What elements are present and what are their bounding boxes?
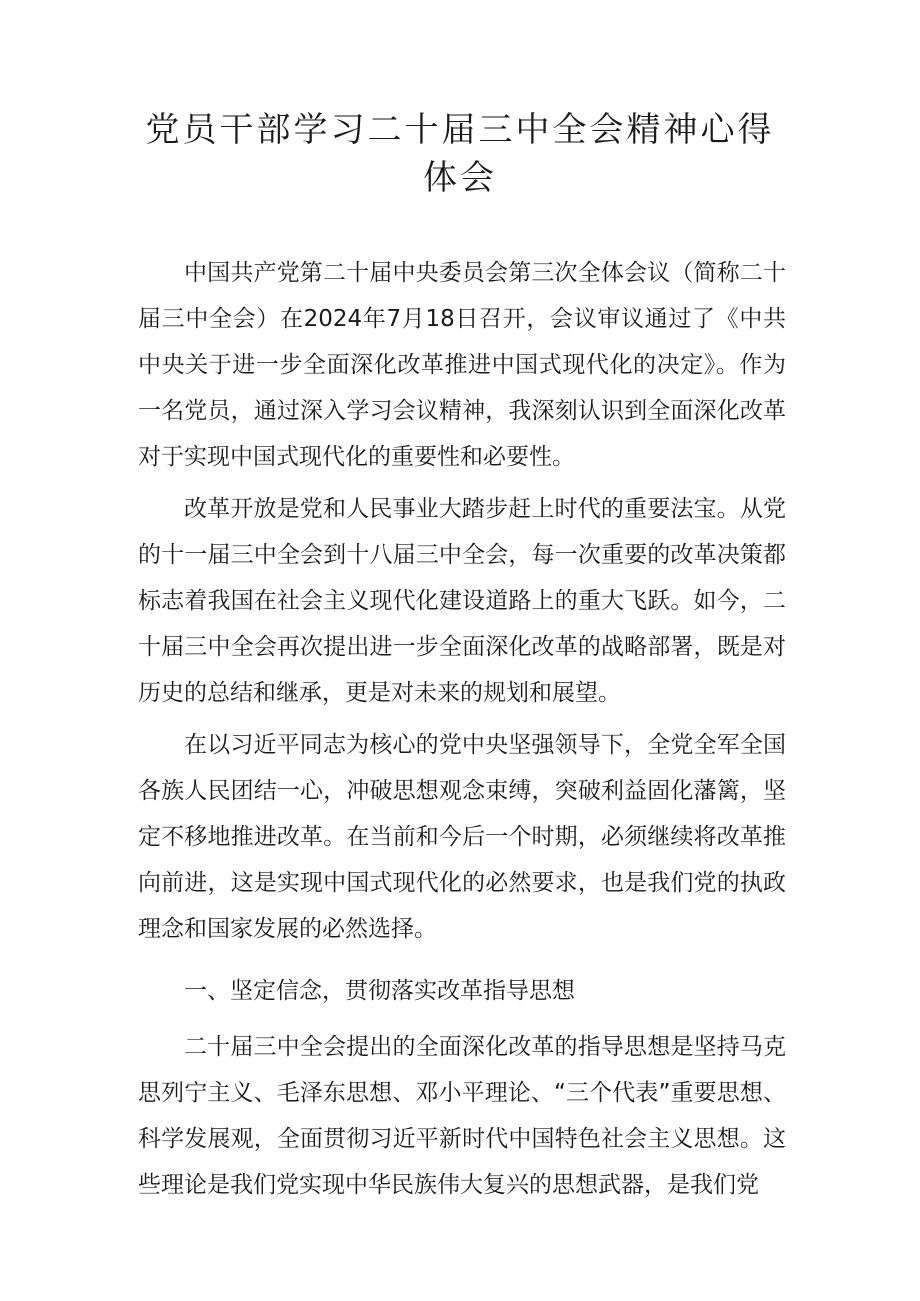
paragraph-guiding-thought: 二十届三中全会提出的全面深化改革的指导思想是坚持马克思列宁主义、毛泽东思想、邓小平理论、“三个代表”重要思想、科学发展观，全面贯彻习近平新时代中国特色社会主义思想。这些理论是我们党实现中华民族伟大复兴的思想武器，是我们党 xyxy=(138,1034,786,1198)
document-title: 党员干部学习二十届三中全会精神心得体会 xyxy=(145,110,775,198)
paragraph-intro: 中国共产党第二十届中央委员会第三次全体会议（简称二十届三中全会）在2024年7月18日召开，会议审议通过了《中共中央关于进一步全面深化改革推进中国式现代化的决定》。作为一名党员，通过深入学习会议精神，我深刻认识到全面深化改革对于实现中国式现代化的重要性和必要性。 xyxy=(138,260,786,470)
paragraph-leadership: 在以习近平同志为核心的党中央坚强领导下，全党全军全国各族人民团结一心，冲破思想观念束缚，突破利益固化藩篱，坚定不移地推进改革。在当前和今后一个时期，必须继续将改革推向前进，这是实现中国式现代化的必然要求，也是我们党的执政理念和国家发展的必然选择。 xyxy=(138,732,786,942)
section-heading: 一、坚定信念，贯彻落实改革指导思想 xyxy=(184,978,575,1004)
paragraph-reform-history: 改革开放是党和人民事业大踏步赶上时代的重要法宝。从党的十一届三中全会到十八届三中全会，每一次重要的改革决策都标志着我国在社会主义现代化建设道路上的重大飞跃。如今，二十届三中全会再次提出进一步全面深化改革的战略部署，既是对历史的总结和继承，更是对未来的规划和展望。 xyxy=(138,496,786,706)
document-body xyxy=(138,250,786,1208)
